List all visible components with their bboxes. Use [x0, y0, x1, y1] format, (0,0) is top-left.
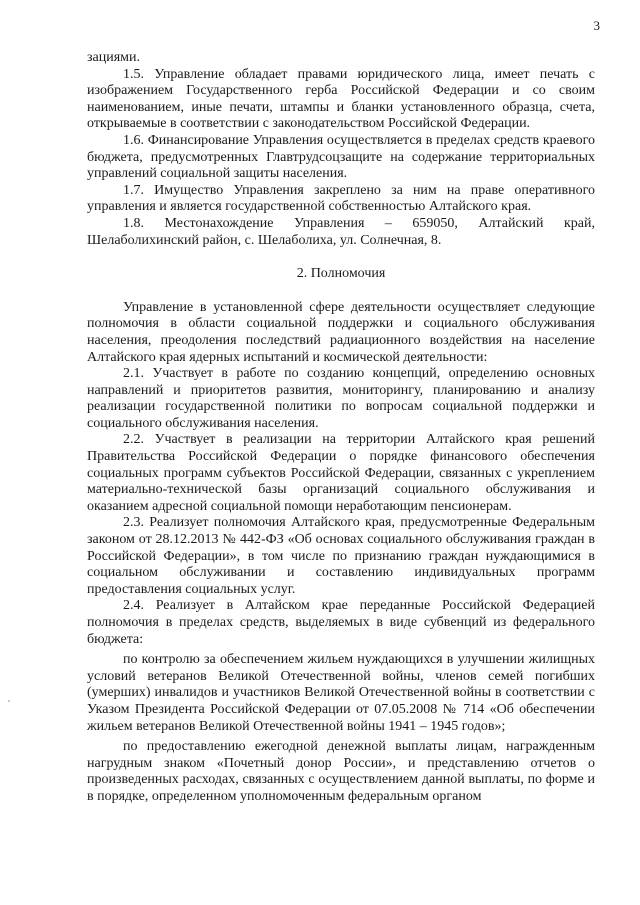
section-title: 2. Полномочия [296, 266, 386, 282]
scan-speck [8, 700, 10, 702]
spacer [87, 283, 595, 300]
spacer [87, 249, 595, 266]
paragraph-2-3: 2.3. Реализует полномочия Алтайского края, предусмотренные Федеральным законом от 28.12.2013 № 442-ФЗ «Об основах социального обслуживания граждан в Российской Федерации», в том числе по признанию граждан нуждающимися в социальном обслуживании и составлению индивидуальных программ предоставления социальных услуг. [87, 515, 595, 597]
paragraph-2-4: 2.4. Реализует в Алтайском крае переданные Российской Федерацией полномочия в пределах средств, выделяемых в виде субвенций из федерального бюджета: [87, 598, 595, 647]
paragraph-1-7: 1.7. Имущество Управления закреплено за ним на праве оперативного управления и является государственной собственностью Алтайского края. [87, 182, 595, 215]
paragraph-1-8: 1.8. Местонахождение Управления – 659050, Алтайский край, Шелаболихинский район, с. Шелаболиха, ул. Солнечная, 8. [87, 215, 595, 248]
document-body [87, 50, 595, 806]
paragraph-1-5: 1.5. Управление обладает правами юридического лица, имеет печать с изображением Государственного герба Российской Федерации и со своим наименованием, иные печати, штампы и бланки установленного образца, счета, открываемые в соответствии с законодательством Российской Федерации. [87, 66, 595, 132]
paragraph-1-6: 1.6. Финансирование Управления осуществляется в пределах средств краевого бюджета, предусмотренных Главтрудсоцзащите на содержание территориальных управлений социальной защиты населения. [87, 132, 595, 182]
section-intro: Управление в установленной сфере деятельности осуществляет следующие полномочия в области социальной поддержки и социального обслуживания населения, преодоления последствий радиационного воздействия на население Алтайского края ядерных испытаний и космической деятельности: [87, 299, 595, 365]
page-number: 3 [593, 18, 600, 33]
paragraph-2-4-item-housing: по контролю за обеспечением жильем нуждающихся в улучшении жилищных условий ветеранов Великой Отечественной войны, членов семей погибших (умерших) инвалидов и участников Великой Отечественной войны в соответствии с Указом Президента Российской Федерации от 07.05.2008 № 714 «Об обеспечении жильем ветеранов Великой Отечественной войны 1941 – 1945 годов»; [87, 652, 595, 734]
paragraph-2-2: 2.2. Участвует в реализации на территории Алтайского края решений Правительства Российской Федерации о порядке финансового обеспечения социальных программ субъектов Российской Федерации, связанных с укреплением материально-технической базы организаций социального обслуживания и оказанием адресной социальной помощи неработающим пенсионерам. [87, 432, 595, 514]
paragraph-2-1: 2.1. Участвует в работе по созданию концепций, определению основных направлений и приоритетов развития, мониторингу, планированию и анализу реализации государственной политики по вопросам социальной поддержки и социального обслуживания населения. [87, 366, 595, 431]
paragraph-2-4-item-donor: по предоставлению ежегодной денежной выплаты лицам, награжденным нагрудным знаком «Почетный донор России», и представлению отчетов о произведенных расходах, связанных с осуществлением данной выплаты, по форме и в порядке, определенном уполномоченным федеральным органом [87, 739, 595, 804]
paragraph-continuation: зациями. [87, 50, 141, 65]
